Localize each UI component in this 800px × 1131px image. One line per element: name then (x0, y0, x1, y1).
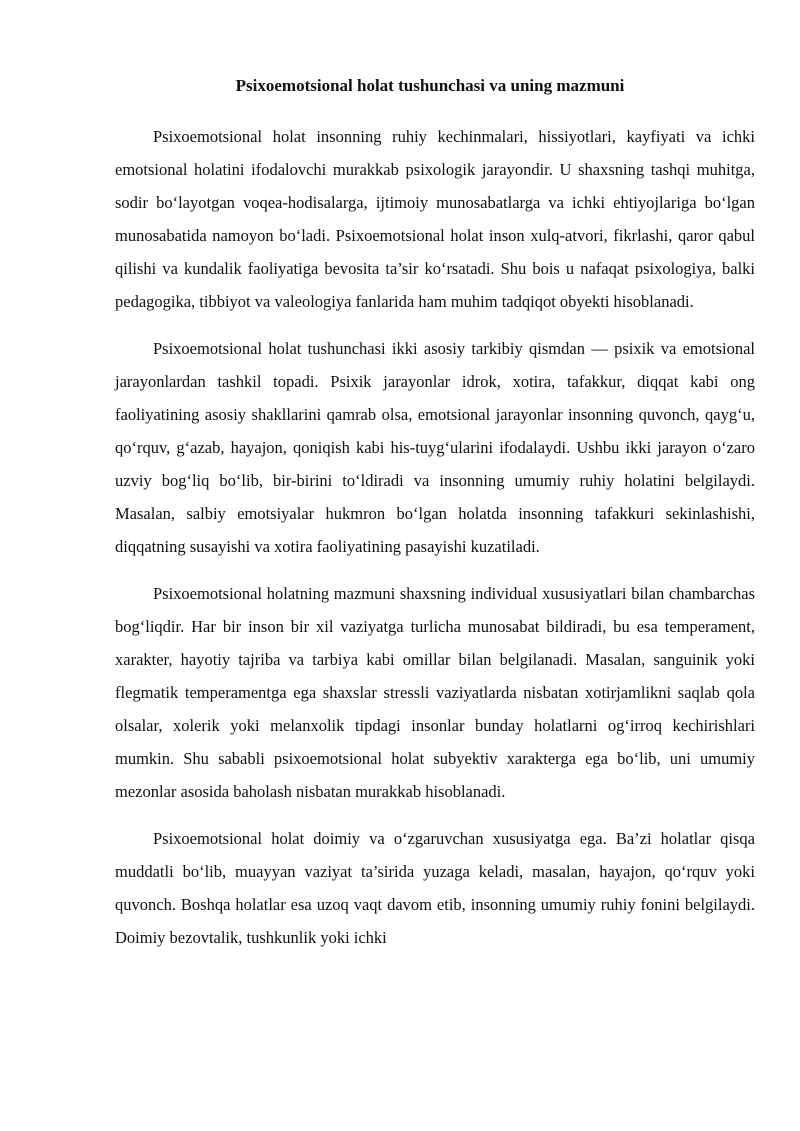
paragraph-1: Psixoemotsional holat insonning ruhiy kechinmalari, hissiyotlari, kayfiyati va ichki emotsional holatini ifodalovchi murakkab psixologik jarayondir. U shaxsning tashqi muhitga, sodir bo‘layotgan voqea-hodisalarga, ijtimoiy munosabatlarga va ichki ehtiyojlariga bo‘lgan munosabatida namoyon bo‘ladi. Psixoemotsional holat inson xulq-atvori, fikrlashi, qaror qabul qilishi va kundalik faoliyatiga bevosita ta’sir ko‘rsatadi. Shu bois u nafaqat psixologiya, balki pedagogika, tibbiyot va valeologiya fanlarida ham muhim tadqiqot obyekti hisoblanadi. (115, 127, 755, 311)
document-title: Psixoemotsional holat tushunchasi va uning mazmuni (235, 76, 625, 95)
paragraph-4: Psixoemotsional holat doimiy va o‘zgaruvchan xususiyatga ega. Ba’zi holatlar qisqa muddatli bo‘lib, muayyan vaziyat ta’sirida yuzaga keladi, masalan, hayajon, qo‘rquv yoki quvonch. Boshqa holatlar esa uzoq vaqt davom etib, insonning umumiy ruhiy fonini belgilaydi. Doimiy bezovtalik, tushkunlik yoki ichki (115, 829, 755, 947)
paragraph-2: Psixoemotsional holat tushunchasi ikki asosiy tarkibiy qismdan — psixik va emotsional jarayonlardan tashkil topadi. Psixik jarayonlar idrok, xotira, tafakkur, diqqat kabi ong faoliyatining asosiy shakllarini qamrab olsa, emotsional jarayonlar insonning quvonch, qayg‘u, qo‘rquv, g‘azab, hayajon, qoniqish kabi his-tuyg‘ularini ifodalaydi. Ushbu ikki jarayon o‘zaro uzviy bog‘liq bo‘lib, bir-birini to‘ldiradi va insonning umumiy ruhiy holatini belgilaydi. Masalan, salbiy emotsiyalar hukmron bo‘lgan holatda insonning tafakkuri sekinlashishi, diqqatning susayishi va xotira faoliyatining pasayishi kuzatiladi. (115, 339, 755, 556)
document-body (115, 120, 755, 968)
paragraph-3: Psixoemotsional holatning mazmuni shaxsning individual xususiyatlari bilan chambarchas bog‘liqdir. Har bir inson bir xil vaziyatga turlicha munosabat bildiradi, bu esa temperament, xarakter, hayotiy tajriba va tarbiya kabi omillar bilan belgilanadi. Masalan, sanguinik yoki flegmatik temperamentga ega shaxslar stressli vaziyatlarda nisbatan xotirjamlikni saqlab qola olsalar, xolerik yoki melanxolik tipdagi insonlar bunday holatlarni og‘irroq kechirishlari mumkin. Shu sababli psixoemotsional holat subyektiv xarakterga ega bo‘lib, uni umumiy mezonlar asosida baholash nisbatan murakkab hisoblanadi. (115, 584, 755, 801)
